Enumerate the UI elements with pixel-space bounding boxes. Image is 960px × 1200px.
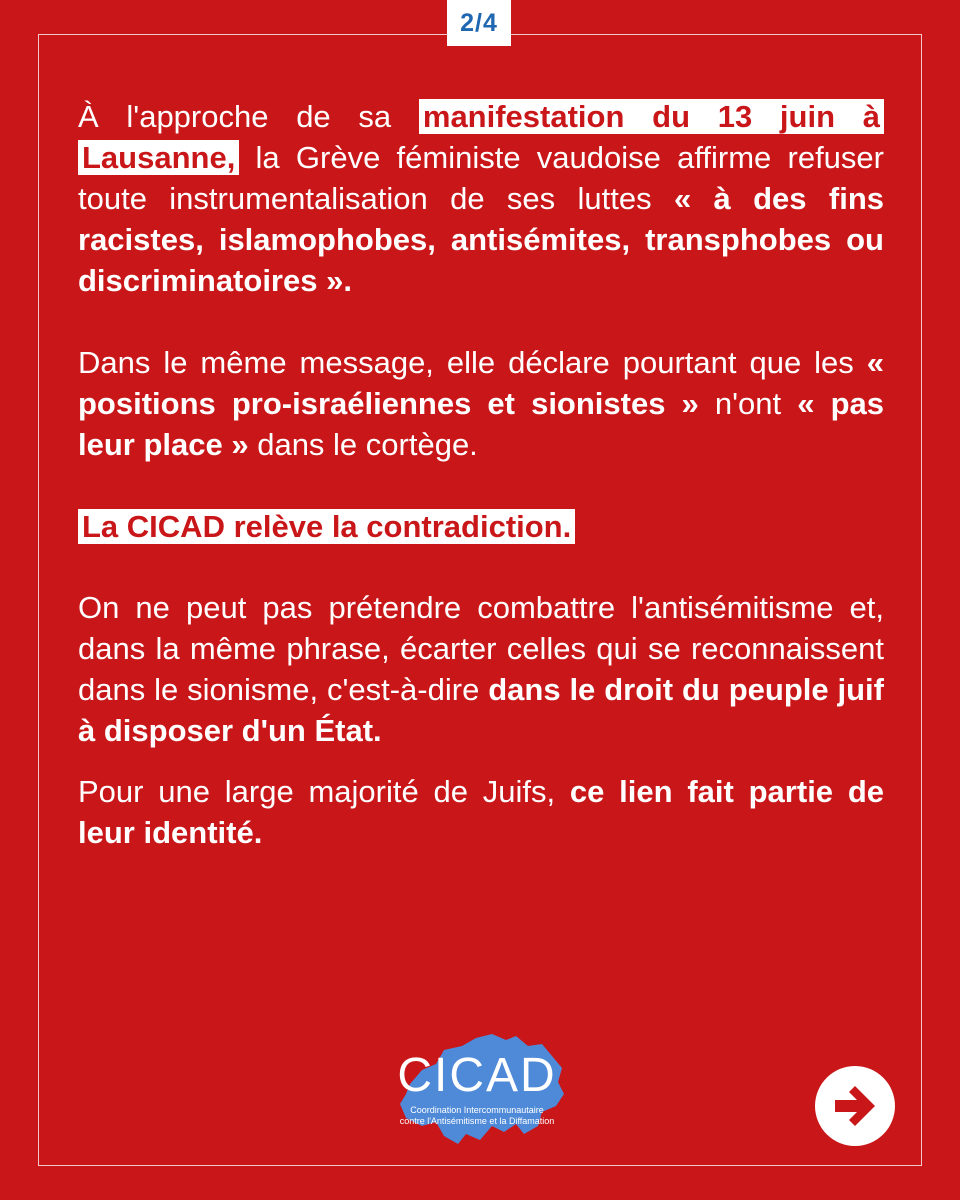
p2-bold-quote-1: « positions pro-israéliennes et sionistes » (78, 345, 884, 421)
p1-text-a: À l'approche de sa (78, 99, 419, 134)
p2-text-c: dans le cortège. (248, 427, 478, 462)
p2-text-b: n'ont (698, 386, 798, 421)
p3-highlight: La CICAD relève la contradiction. (78, 509, 575, 544)
p4-text-a: On ne peut pas prétendre combattre l'antisémitisme et, dans la même phrase, écarter celles qui se reconnaissent dans le sionisme, c'est-à-dire (78, 590, 884, 707)
main-text (78, 96, 884, 853)
p1-text-b: la Grève féministe vaudoise affirme refuser toute instrumentalisation de ses luttes (78, 140, 884, 216)
p2-text-a: Dans le même message, elle déclare pourtant que les (78, 345, 867, 380)
p1-highlight: manifestation du 13 juin à Lausanne, (78, 99, 884, 175)
paragraph-5 (78, 771, 884, 853)
arrow-right-circle-icon (815, 1066, 895, 1146)
p4-bold: dans le droit du peuple juif à disposer d'un État. (78, 672, 884, 748)
next-button[interactable] (815, 1066, 895, 1146)
p5-text-a: Pour une large majorité de Juifs, (78, 774, 570, 809)
p5-bold: ce lien fait partie de leur identité. (78, 774, 884, 850)
logo-subtitle-1: Coordination Intercommunautaire (410, 1105, 544, 1115)
paragraph-4 (78, 587, 884, 751)
paragraph-3 (78, 506, 884, 547)
p1-bold-quote: « à des fins racistes, islamophobes, antisémites, transphobes ou discriminatoires ». (78, 181, 884, 298)
cicad-logo (392, 1022, 592, 1152)
page-indicator: 2/4 (447, 0, 511, 46)
logo-name: CICAD (397, 1049, 557, 1102)
paragraph-1 (78, 96, 884, 301)
paragraph-2 (78, 342, 884, 465)
logo-subtitle-2: contre l'Antisémitisme et la Diffamation (399, 1116, 555, 1126)
p2-bold-quote-2: « pas leur place » (78, 386, 884, 462)
